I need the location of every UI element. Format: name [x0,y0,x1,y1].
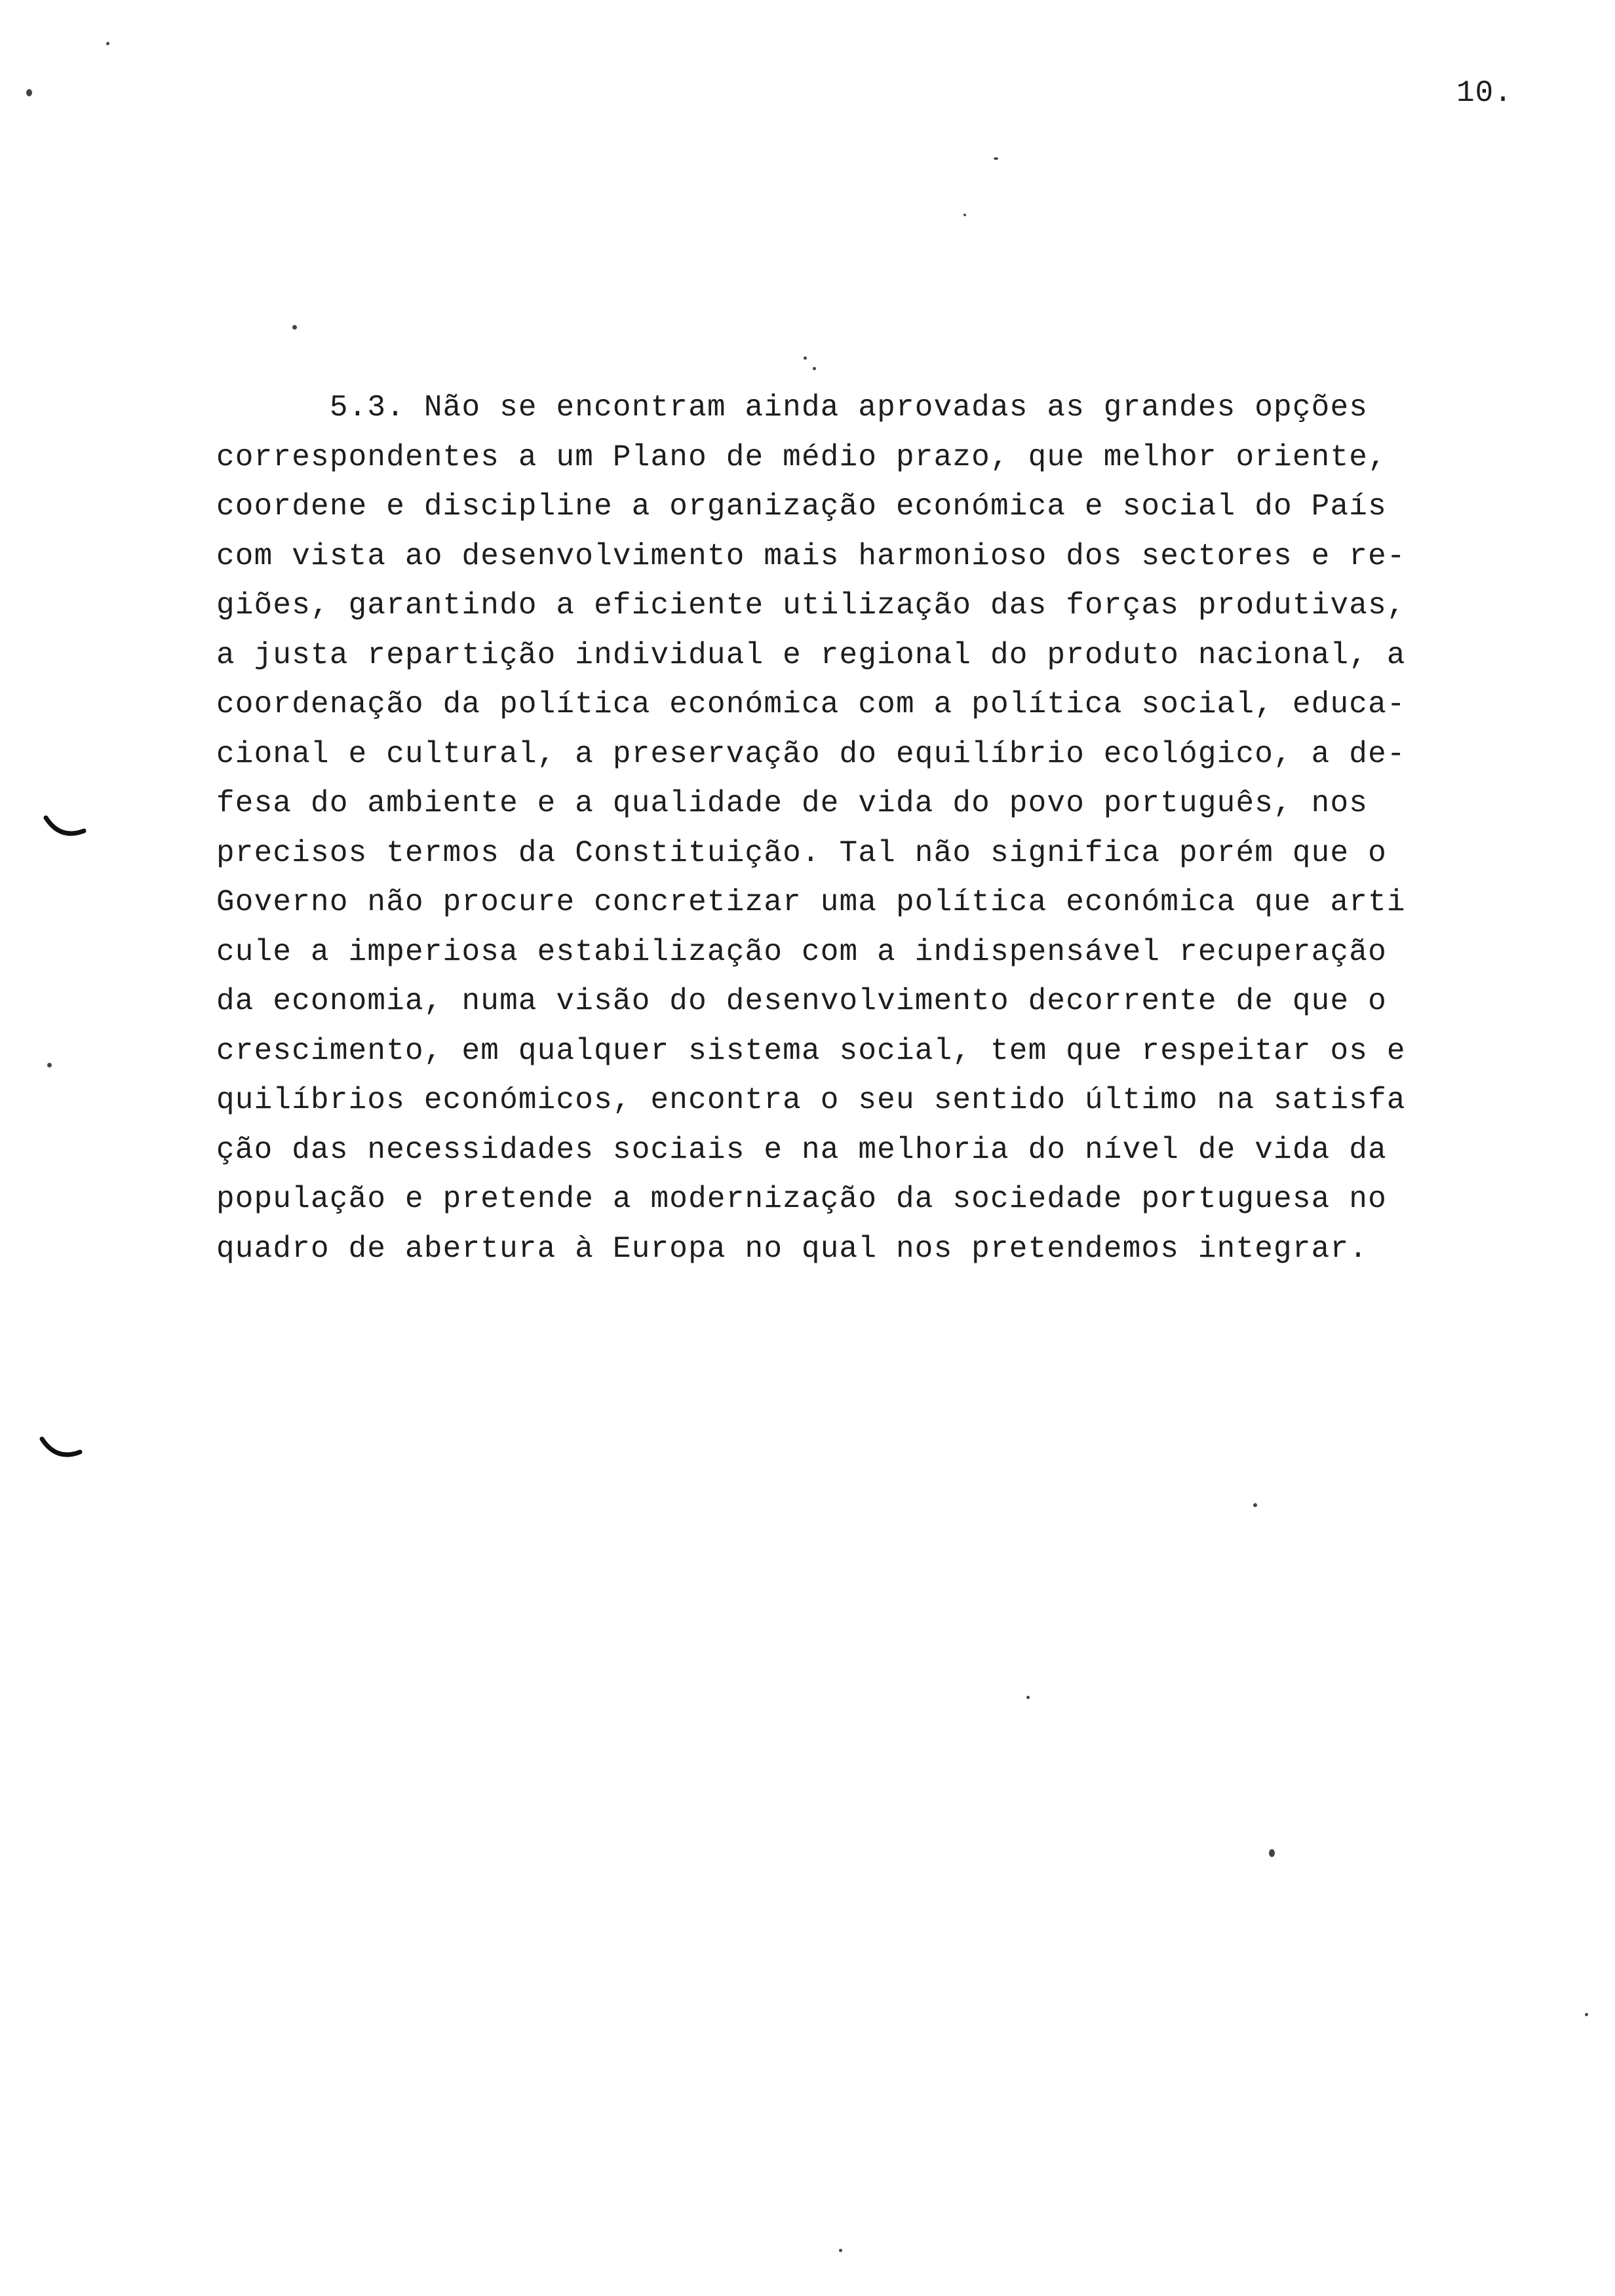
scan-speck [804,356,807,360]
scan-speck [963,214,966,216]
text-line: correspondentes a um Plano de médio prazo, que melhor oriente, [216,440,1387,474]
scan-speck [994,157,998,160]
text-line: com vista ao desenvolvimento mais harmonioso dos sectores e re- [216,539,1406,573]
text-line: quilíbrios económicos, encontra o seu sentido último na satisfa [216,1083,1406,1117]
punch-hole-mark-icon [43,814,87,841]
text-line: a justa repartição individual e regional do produto nacional, a [216,638,1406,672]
text-line: cule a imperiosa estabilização com a indispensável recuperação [216,934,1387,969]
text-line: população e pretende a modernização da sociedade portuguesa no [216,1182,1387,1216]
scan-speck [292,325,297,330]
paragraph-5-3 [216,383,1514,1274]
text-line: cional e cultural, a preservação do equilíbrio ecológico, a de- [216,737,1406,771]
scan-speck [106,42,109,45]
text-line: quadro de abertura à Europa no qual nos pretendemos integrar. [216,1231,1369,1266]
text-line: precisos termos da Constituição. Tal não significa porém que o [216,835,1387,870]
page-number: 10. [1456,76,1513,110]
scan-speck [1269,1849,1275,1857]
scan-speck [839,2249,842,2252]
text-line: giões, garantindo a eficiente utilização das forças produtivas, [216,588,1406,622]
text-line: crescimento, em qualquer sistema social, tem que respeitar os e [216,1033,1406,1068]
text-line: coordene e discipline a organização económica e social do País [216,489,1387,524]
text-line: Governo não procure concretizar uma política económica que arti [216,885,1406,919]
scan-speck [47,1063,52,1067]
scan-speck [1026,1696,1030,1699]
text-line: fesa do ambiente e a qualidade de vida do povo português, nos [216,786,1369,820]
punch-hole-mark-icon [39,1435,83,1463]
scan-speck [813,367,816,370]
text-line: ção das necessidades sociais e na melhoria do nível de vida da [216,1132,1387,1167]
text-line: 5.3. Não se encontram ainda aprovadas as grandes opções [216,391,1369,425]
text-line: da economia, numa visão do desenvolvimento decorrente de que o [216,984,1387,1018]
text-line: coordenação da política económica com a política social, educa- [216,687,1406,721]
scan-speck [1253,1503,1257,1507]
scan-speck [26,89,32,96]
scan-speck [1585,2013,1588,2016]
